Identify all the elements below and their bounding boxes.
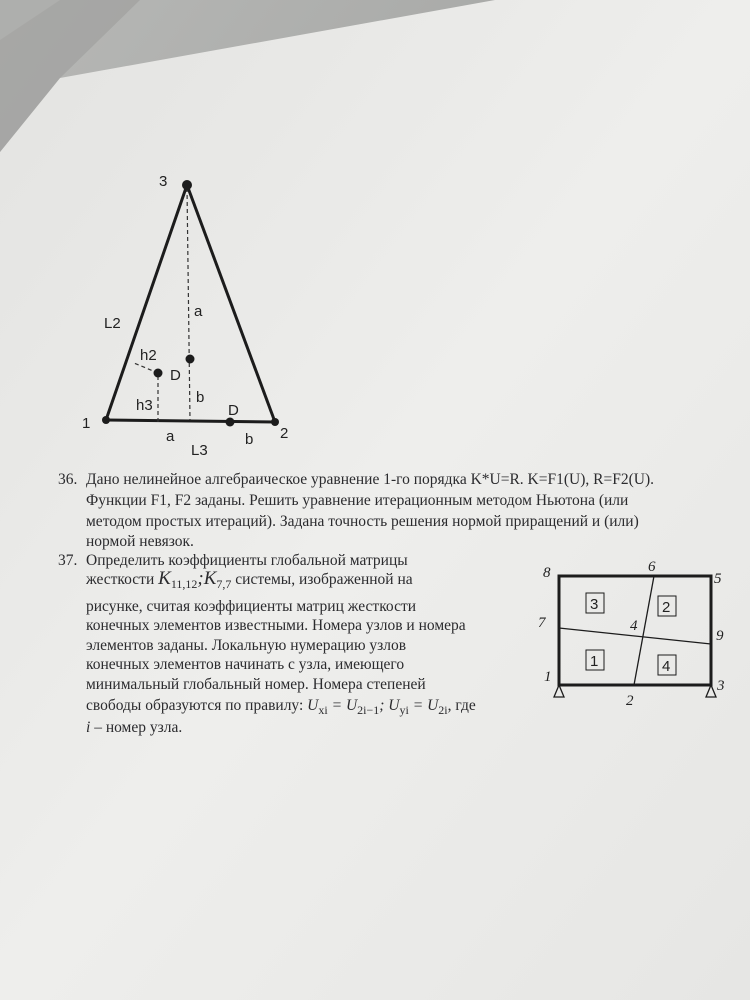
mesh-figure [530,555,735,715]
point-d-center [154,369,163,378]
vertex-label-2: 2 [280,425,289,442]
node-label-2: 2 [626,693,634,709]
node-label-4: 4 [630,618,638,634]
side-label-l2: L2 [104,315,121,332]
node-label-3: 3 [717,678,725,694]
problem-36-line-1: Дано нелинейное алгебраическое уравнение 1-го порядка K*U=R. K=F1(U), R=F2(U). [86,471,654,488]
k-11-12-symbol: $K_{11,12}$ [158,568,198,591]
node-label-6: 6 [648,559,656,575]
point-label-d-center: D [170,367,181,384]
dof-formula: $U_{xi} = U_{2i-1}$; $U_{yi} = U_{2i}$ [307,697,448,717]
triangle-outline [106,185,275,422]
support-left [554,685,564,697]
problem-37-line-9-rest: – номер узла. [90,719,183,736]
problem-37-line-6: конечных элементов начинать с узла, имеющего [86,656,405,673]
problem-36-number: 36. [58,471,78,488]
element-label-4: 4 [662,658,671,675]
segment-label-a-vertical: a [194,303,203,320]
element-label-2: 2 [662,599,671,616]
node-label-9: 9 [716,628,724,644]
side-label-l3: L3 [191,442,208,459]
height-label-h3: h3 [136,397,153,414]
node-label-8: 8 [543,565,551,581]
problem-37-line-2-suffix: системы, изображенной на [235,571,413,588]
construction-lines [134,188,190,422]
support-right [706,685,716,697]
k-separator: ; [197,568,204,589]
node-points [102,180,279,427]
problem-37-line-1: Определить коэффициенты глобальной матрицы [86,552,408,569]
node-label-1: 1 [544,669,552,685]
vertex-1-dot [102,416,110,424]
problem-37-line-8 [86,696,476,720]
point-label-d-base: D [228,402,239,419]
problem-37-line-4: конечных элементов известными. Номера узлов и номера [86,617,466,634]
problem-36-line-3: методом простых итераций). Задана точность решения нормой приращений и (или) [86,513,639,530]
problem-37-line-3: рисунке, считая коэффициенты матриц жесткости [86,598,417,615]
node-label-7: 7 [538,615,546,631]
node-label-5: 5 [714,571,722,587]
segment-label-b-base: b [245,431,254,448]
vertex-3-dot [182,180,192,190]
problem-36-line-4: нормой невязок. [86,533,194,550]
point-on-height [186,355,195,364]
vertex-label-3: 3 [159,173,168,190]
problem-37-line-2 [86,568,413,595]
triangle-figure [80,170,300,459]
height-label-h2: h2 [140,347,157,364]
problem-37-line-7: минимальный глобальный номер. Номера степеней [86,676,426,693]
vertex-2-dot [271,418,279,426]
k-7-7-symbol: $K_{7,7}$ [203,568,232,591]
element-label-3: 3 [590,596,599,613]
problem-37-line-8-suffix: , где [447,697,476,714]
vertex-label-1: 1 [82,415,91,432]
problem-37-line-9 [86,719,182,736]
problem-37-line-5: элементов заданы. Локальную нумерацию узлов [86,637,407,654]
node-index-variable: i [86,719,91,736]
problem-37-line-8-prefix: свободы образуются по правилу: [86,697,304,714]
element-label-1: 1 [590,653,599,670]
problem-36-line-2: Функции F1, F2 заданы. Решить уравнение итерационным методом Ньютона (или [86,492,629,509]
problem-37-number: 37. [58,552,78,569]
segment-label-b-vertical: b [196,389,205,406]
segment-label-a-base: a [166,428,175,445]
problem-37-line-2-prefix: жесткости [86,571,155,588]
